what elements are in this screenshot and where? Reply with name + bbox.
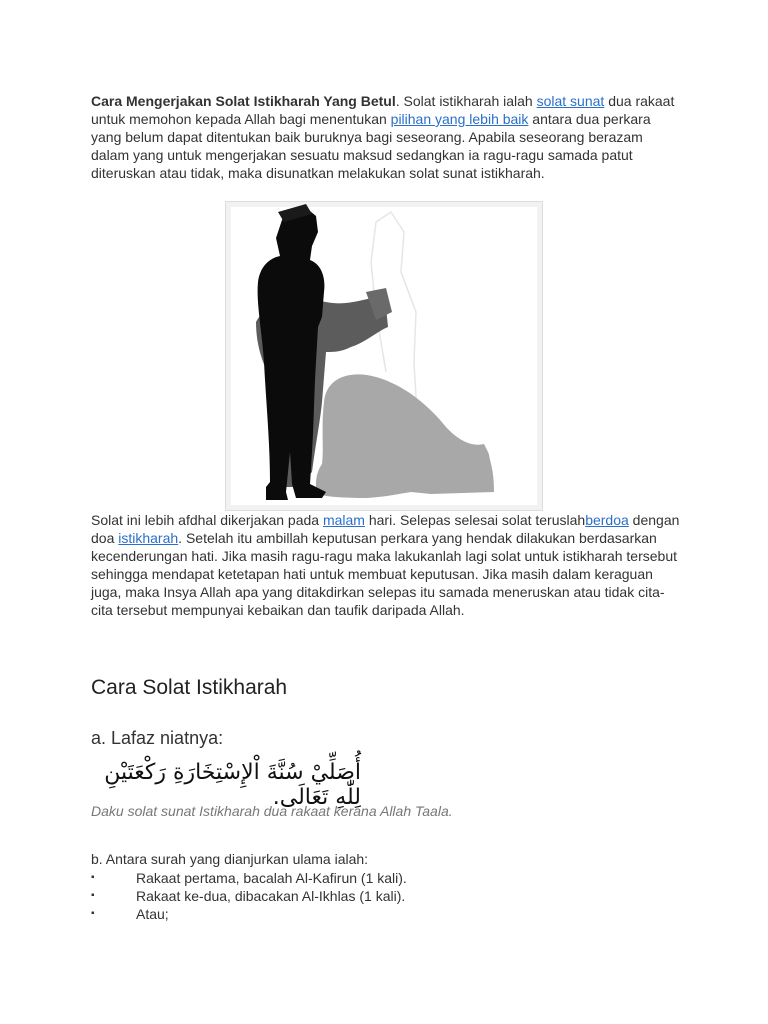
second-paragraph-block	[91, 511, 681, 619]
list-item	[91, 869, 407, 887]
prayer-silhouettes-image	[226, 202, 544, 512]
article-title: Cara Mengerjakan Solat Istikharah Yang Betul	[91, 93, 396, 109]
second-text-4: . Setelah itu ambillah keputusan perkara yang hendak dilakukan berdasarkan kecenderungan hati. Jika masih ragu-ragu maka lakukanlah lagi solat untuk istikharah tersebut sehingga mendapat ketetapan hati untuk membuat keputusan. Jika masih dalam keraguan juga, maka Insya Allah apa yang ditakdirkan selepas itu samada meneruskan atau tidak cita-cita tersebut mempunyai kebaikan dan taufik daripada Allah.	[91, 530, 678, 618]
second-paragraph	[91, 511, 681, 619]
section-b-label: b. Antara surah yang dianjurkan ulama ialah:	[91, 851, 369, 867]
link-pilihan-yang-lebih-baik[interactable]: pilihan yang lebih baik	[390, 111, 529, 127]
intro-text-3: antara dua perkara yang belum dapat ditentukan baik buruknya bagi seseorang. Apabila seseorang berazam dalam yang untuk mengerjakan sesuatu maksud sedangkan ia ragu-ragu samada patut diteruskan atau tidak, maka disunatkan melakukan solat sunat istikharah.	[91, 111, 651, 181]
list-item-text: Rakaat pertama, bacalah Al-Kafirun (1 kali).	[136, 870, 407, 886]
intro-paragraph-block	[91, 92, 681, 182]
link-solat-sunat[interactable]: solat sunat	[536, 93, 605, 109]
bullet-icon: ▪	[91, 908, 95, 919]
second-text-2: hari. Selepas selesai solat teruslah	[364, 512, 586, 528]
second-text-3: dengan doa	[91, 512, 680, 546]
niat-translation: Daku solat sunat Istikharah dua rakaat kerana Allah Taala.	[91, 803, 453, 819]
prayer-positions-illustration	[225, 201, 543, 511]
intro-paragraph	[91, 92, 681, 182]
section-heading: Cara Solat Istikharah	[91, 676, 288, 699]
surah-list	[91, 869, 407, 923]
intro-text-1: . Solat istikharah ialah	[395, 93, 537, 109]
arabic-niat-text: أُصَلِّيْ سُنَّةَ اْلإِسْتِخَارَةِ رَكْعَتَيْنِ لِلّٰهِ تَعَالَى.	[104, 760, 361, 810]
bullet-icon: ▪	[91, 890, 95, 901]
second-text-1: Solat ini lebih afdhal dikerjakan pada	[91, 512, 323, 528]
link-berdoa[interactable]: berdoa	[585, 512, 629, 528]
section-a-label: a. Lafaz niatnya:	[91, 728, 224, 748]
list-item	[91, 905, 407, 923]
list-item-text: Rakaat ke-dua, dibacakan Al-Ikhlas (1 kali).	[136, 888, 406, 904]
intro-text-2: dua rakaat untuk memohon kepada Allah bagi menentukan	[91, 93, 675, 127]
link-istikharah[interactable]: istikharah	[118, 530, 179, 546]
bullet-icon: ▪	[91, 872, 95, 883]
list-item-text: Atau;	[136, 906, 169, 922]
list-item	[91, 887, 407, 905]
link-malam[interactable]: malam	[322, 512, 365, 528]
